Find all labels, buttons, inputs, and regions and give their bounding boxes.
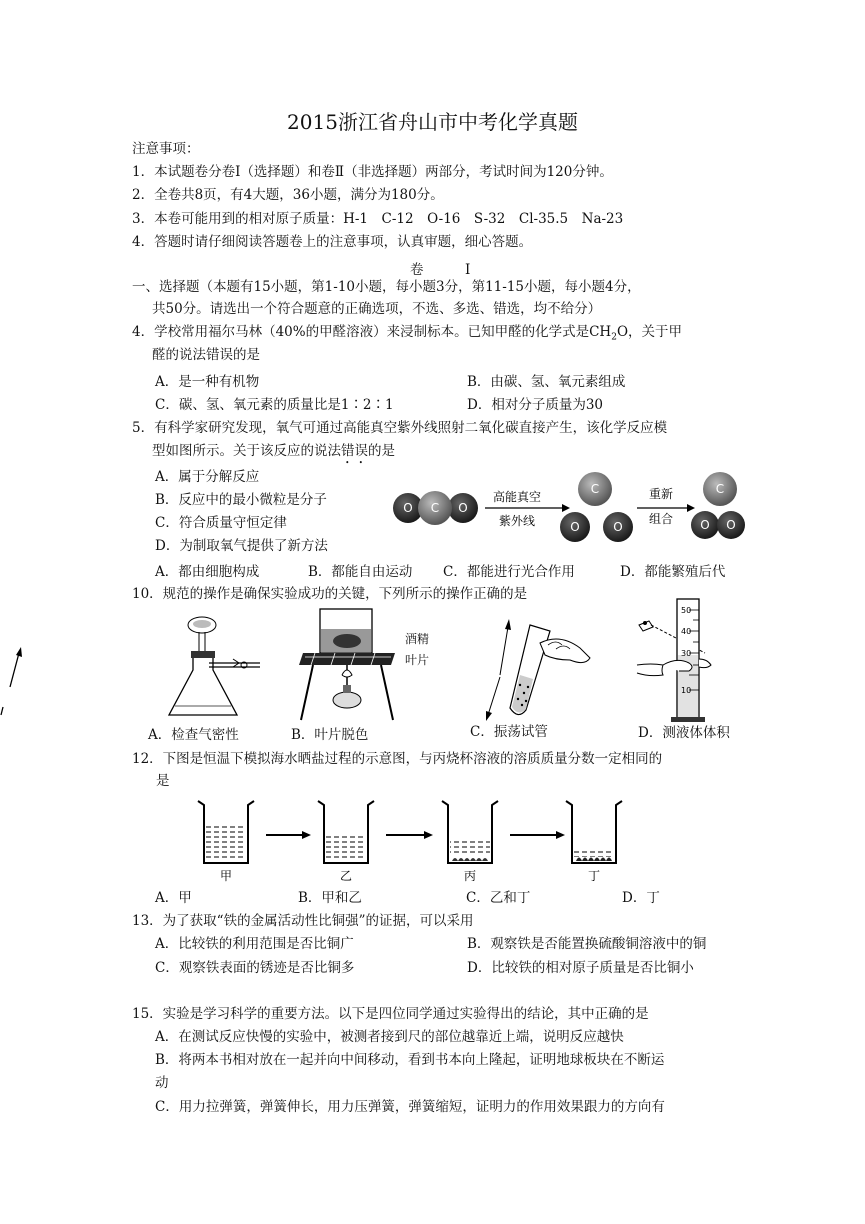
q12-option-c: C．乙和丁 (466, 890, 531, 906)
q12-option-a: A．甲 (155, 890, 192, 906)
q10-option-b: B．叶片脱色 (291, 727, 369, 743)
q12-stem-line2: 是 (156, 773, 170, 789)
test-tube-shake-illustration (478, 615, 598, 725)
notice-item-1: 1．本试题卷分卷Ⅰ（选择题）和卷Ⅱ（非选择题）两部分，考试时间为120分钟。 (132, 164, 613, 180)
beaker-label-jia: 甲 (219, 869, 233, 883)
q13-option-c: C．观察铁表面的锈迹是否比铜多 (155, 960, 355, 976)
products-recombined (691, 472, 745, 539)
products-separated (560, 472, 633, 542)
svg-text:O: O (726, 518, 736, 532)
notice-item-4: 4．答题时请仔细阅读答题卷上的注意事项，认真审题，细心答题。 (132, 234, 533, 250)
extra-option-a: A．都由细胞构成 (155, 564, 260, 580)
extra-option-b: B．都能自由运动 (308, 564, 413, 580)
q13-option-d: D．比较铁的相对原子质量是否比铜小 (467, 960, 694, 976)
beaker-jia (198, 801, 254, 863)
q12-option-d: D．丁 (622, 890, 660, 906)
svg-text:C: C (590, 482, 600, 496)
q4-stem-line1: 4．学校常用福尔马林（40%的甲醛溶液）来浸制标本。已知甲醛的化学式是$CH_2O$，关于甲 (132, 324, 683, 343)
beaker-ding (566, 801, 622, 863)
q15-option-b-line1: B．将两本书相对放在一起并向中间移动，看到书本向上隆起，证明地球板块在不断运 (155, 1052, 665, 1068)
label-leaf: 叶片 (405, 653, 430, 667)
q5-option-b: B．反应中的最小微粒是分子 (155, 492, 327, 508)
q13-option-b: B．观察铁是否能置换硫酸铜溶液中的铜 (467, 936, 707, 952)
reaction-model-diagram (385, 465, 755, 550)
arrow-2-label-top: 重新 (648, 487, 674, 501)
svg-text:C: C (430, 501, 440, 515)
part1-line1: 一、选择题（本题有15小题，第1-10小题，每小题3分，第11-15小题，每小题4分， (132, 279, 641, 295)
q15-stem: 15．实验是学习科学的重要方法。以下是四位同学通过实验得出的结论，其中正确的是 (132, 1006, 649, 1022)
q10-option-a: A．检查气密性 (148, 727, 239, 743)
q4-stem-line2: 醛的说法错误的是 (152, 347, 260, 363)
notice-heading: 注意事项： (132, 141, 200, 157)
svg-text:40: 40 (681, 627, 692, 636)
q4-option-d: D．相对分子质量为30 (467, 397, 604, 413)
arrow-2-label-bottom: 组合 (648, 512, 674, 526)
beaker-yi (318, 801, 374, 863)
q10-option-c: C．振荡试管 (470, 724, 548, 740)
arrow-2-head (687, 504, 695, 512)
flask-airtightness-illustration (165, 615, 275, 725)
extra-option-c: C．都能进行光合作用 (443, 564, 575, 580)
page-title: 2015浙江省舟山市中考化学真题 (287, 110, 578, 134)
svg-text:50: 50 (681, 606, 692, 615)
svg-text:C: C (715, 482, 725, 496)
q4-option-a: A．是一种有机物 (155, 374, 260, 390)
margin-arrow (0, 645, 30, 720)
q5-option-d: D．为制取氧气提供了新方法 (155, 538, 328, 554)
notice-item-2: 2．全卷共8页，有4大题，36小题，满分为180分。 (132, 187, 444, 203)
q15-option-c: C．用力拉弹簧，弹簧伸长，用力压弹簧，弹簧缩短，证明力的作用效果跟力的方向有 (155, 1099, 665, 1115)
svg-text:O: O (613, 520, 623, 534)
q10-option-d: D．测液体体积 (638, 725, 730, 741)
q5-option-a: A．属于分解反应 (155, 469, 260, 485)
q10-stem: 10．规范的操作是确保实验成功的关键，下列所示的操作正确的是 (132, 586, 528, 602)
arrow-1-label-top: 高能真空 (492, 490, 542, 504)
label-alcohol: 酒精 (405, 632, 430, 646)
beaker-label-bing: 丙 (463, 869, 477, 883)
svg-text:10: 10 (681, 686, 692, 695)
notice-item-3: 3．本卷可能用到的相对原子质量：H-1 C-12 O-16 S-32 Cl-35.5 Na-23 (132, 211, 624, 227)
q4-option-b: B．由碳、氢、氧元素组成 (467, 374, 626, 390)
carbon-dioxide-molecule (393, 491, 478, 525)
section-title: 卷 Ⅰ (410, 262, 485, 278)
arrow-1-head (562, 504, 570, 512)
beaker-sequence-diagram (190, 795, 640, 885)
leaf-decolor-illustration (295, 605, 405, 725)
svg-text:30: 30 (681, 649, 692, 658)
q13-stem: 13．为了获取“铁的金属活动性比铜强”的证据，可以采用 (132, 913, 474, 929)
beaker-label-ding: 丁 (587, 869, 601, 883)
extra-option-d: D．都能繁殖后代 (620, 564, 726, 580)
q15-option-b-line2: 动 (155, 1075, 169, 1091)
q13-option-a: A．比较铁的利用范围是否比铜广 (155, 936, 354, 952)
svg-text:O: O (700, 518, 710, 532)
svg-text:O: O (458, 501, 468, 515)
q5-option-c: C．符合质量守恒定律 (155, 515, 287, 531)
arrow-1-label-bottom: 紫外线 (498, 514, 536, 528)
q12-option-b: B．甲和乙 (298, 890, 362, 906)
svg-text:O: O (403, 501, 413, 515)
svg-text:O: O (570, 520, 580, 534)
cylinder-measure-illustration (633, 595, 753, 725)
q5-stem-line2: 型如图所示。关于该反应的说法错误的是 (152, 443, 395, 459)
q15-option-a: A．在测试反应快慢的实验中，被测者接到尺的部位越靠近上端，说明反应越快 (155, 1029, 624, 1045)
q4-option-c: C．碳、氢、氧元素的质量比是1∶2∶1 (155, 397, 394, 413)
beaker-label-yi: 乙 (339, 869, 353, 883)
beaker-bing (442, 801, 498, 863)
q12-stem-line1: 12．下图是恒温下模拟海水晒盐过程的示意图，与丙烧杯溶液的溶质质量分数一定相同的 (132, 751, 663, 767)
part1-line2: 共50分。请选出一个符合题意的正确选项，不选、多选、错选，均不给分） (152, 301, 602, 317)
q5-stem-line1: 5．有科学家研究发现，氧气可通过高能真空紫外线照射二氧化碳直接产生，该化学反应模 (132, 420, 668, 436)
